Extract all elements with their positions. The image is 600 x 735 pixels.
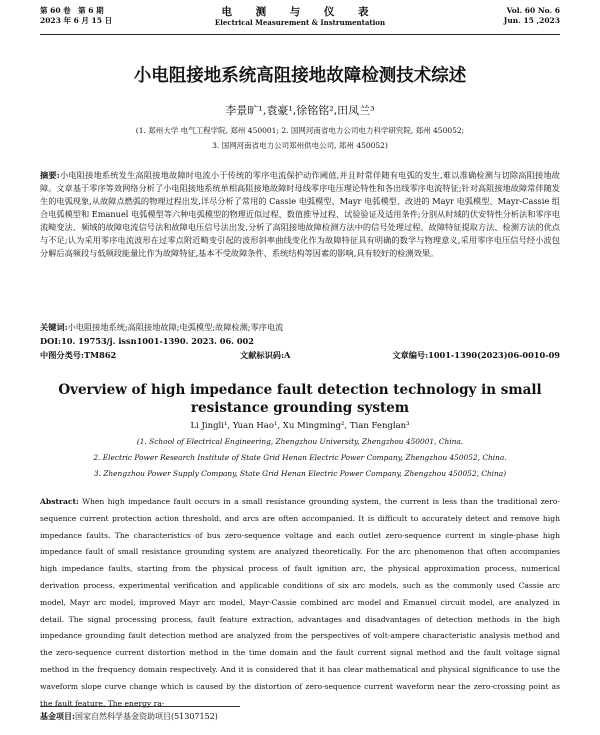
- english-abstract-text: When high impedance fault occurs in a small resistance grounding system, the current is less than the traditional zero-sequence current protection action threshold, and arcs are often accompanied. It is difficult to accurately detect and remove high impedance faults. The characteristics of bus zero-sequence voltage and each outlet zero-sequence current in single-phase high impedance fault of small resistance grounding system are analyzed theoretically. For the arc phenomenon that often accompanies high impedance faults, starting from the physical process of fault ignition arc, the physical approximation process, numerical derivation process, experimental verification and applicable conditions of six arc models, such as the commonly used Cassie arc model, Mayr arc model, improved Mayr arc model, Mayr-Cassie combined arc model and Emanuel circuit model, are analyzed in detail. The signal processing process, fault feature extraction, advantages and disadvantages of detection methods in the high impedance grounding fault detection method are analyzed from the perspectives of volt-ampere characteristic analysis method and the zero-sequence current distortion method in the time domain and the fault current signal method and the fault voltage signal method in the frequency domain respectively. And it is considered that it has clear mathematical and physical significance to use the waveform slope curve change which is caused by the distortion of zero-sequence current waveform near the zero-crossing point as the fault feature. The energy ra-: [40, 497, 560, 708]
- classification-row: [40, 349, 560, 362]
- english-affiliation-1: (1. School of Electrical Engineering, Zhengzhou University, Zhengzhou 450001, China.: [136, 437, 464, 446]
- keywords-text: 小电阻接地系统;高阻接地故障;电弧模型;故障检测;零序电流: [67, 322, 284, 332]
- chinese-abstract: [40, 169, 560, 260]
- chinese-affiliation-1: (1. 郑州大学 电气工程学院, 郑州 450001; 2. 国网河南省电力公司电力科学研究院, 郑州 450052;: [135, 126, 465, 135]
- header-center: [40, 6, 560, 27]
- english-title-line-2: resistance grounding system: [190, 400, 410, 416]
- funding-footnote: [40, 710, 218, 723]
- english-affiliation-3: 3. Zhengzhou Power Supply Company, State Grid Henan Electric Power Company, Zhengzhou 450052, China): [93, 469, 507, 478]
- running-header: [40, 6, 560, 34]
- clc-number: 中图分类号:TM862: [40, 350, 117, 360]
- header-rule: [40, 34, 560, 35]
- english-authors: Li Jingli¹, Yuan Hao¹, Xu Mingming², Tian Fenglan³: [190, 421, 410, 431]
- journal-name-en: Electrical Measurement & Instrumentation: [214, 18, 386, 27]
- english-affiliation-2: 2. Electric Power Research Institute of State Grid Henan Electric Power Company, Zhengzhou 450052, China.: [93, 453, 507, 462]
- english-abstract-label: Abstract:: [40, 497, 79, 506]
- chinese-abstract-label: 摘要:: [40, 170, 60, 180]
- chinese-keywords: [40, 321, 560, 334]
- volume-cn: 第 60 卷 第 6 期: [40, 6, 104, 15]
- date-en: Jun. 15 ,2023: [503, 16, 560, 25]
- funding-label: 基金项目:: [40, 711, 75, 721]
- doi: DOI:10. 19753/j. issn1001-1390. 2023. 06. 002: [40, 336, 254, 346]
- english-title-line-1: Overview of high impedance fault detection technology in small: [58, 382, 542, 398]
- document-code: 文献标识码:A: [240, 350, 291, 360]
- header-right: [504, 6, 560, 26]
- chinese-title: 小电阻接地系统高阻接地故障检测技术综述: [133, 66, 467, 86]
- date-cn: 2023 年 6 月 15 日: [40, 16, 113, 25]
- footnote-rule: [40, 706, 240, 707]
- funding-text: 国家自然科学基金资助项目(51307152): [74, 712, 218, 721]
- volume-en: Vol. 60 No. 6: [506, 6, 560, 15]
- english-abstract: [40, 494, 560, 712]
- journal-name-cn: 电 测 与 仪 表: [221, 6, 379, 18]
- keywords-label: 关键词:: [40, 322, 68, 332]
- chinese-affiliation-2: 3. 国网河南省电力公司郑州供电公司, 郑州 450052): [212, 141, 388, 150]
- article-number: 文章编号:1001-1390(2023)06-0010-09: [392, 350, 560, 360]
- chinese-authors: 李景旷¹,袁豪¹,徐铭铭²,田凤兰³: [225, 104, 375, 117]
- english-title: [40, 381, 560, 417]
- chinese-abstract-text: 小电阻接地系统发生高阻接地故障时电流小于传统的零序电流保护动作阈值,并且时常伴随有电弧的发生,难以准确检测与切除高阻接地故障。文章基于零序等效网络分析了小电阻接地系统单相高阻接地故障时母线零序电压理论特性和各出线零序电流特征;针对高阻接地故障常伴随发生的电弧现象,从故障点燃弧的物理过程出发,详尽分析了常用的 Cassie 电弧模型、Mayr 电弧模型、改进的 Mayr 电弧模型、Mayr-Cassie 组合电弧模型和 Emanuel 电弧模型等六种电弧模型的物理近似过程、数值推导过程、试验验证及适用条件;分别从时域的伏安特性分析法和零序电流畸变法、频域的故障电流信号法和故障电压信号法出发,分析了高阻接地故障检测方法中的信号处理过程、故障特征提取方法、检测方法的优点与不足;认为采用零序电流波形在过零点附近畸变引起的波形斜率曲线变化作为故障特征具有明确的数学与物理意义,采用零序电压信号经小波包分解后高频段与低频段能量比作为故障特征,基本不受故障条件、系统结构等因素的影响,具有较好的检测效果。: [40, 170, 560, 258]
